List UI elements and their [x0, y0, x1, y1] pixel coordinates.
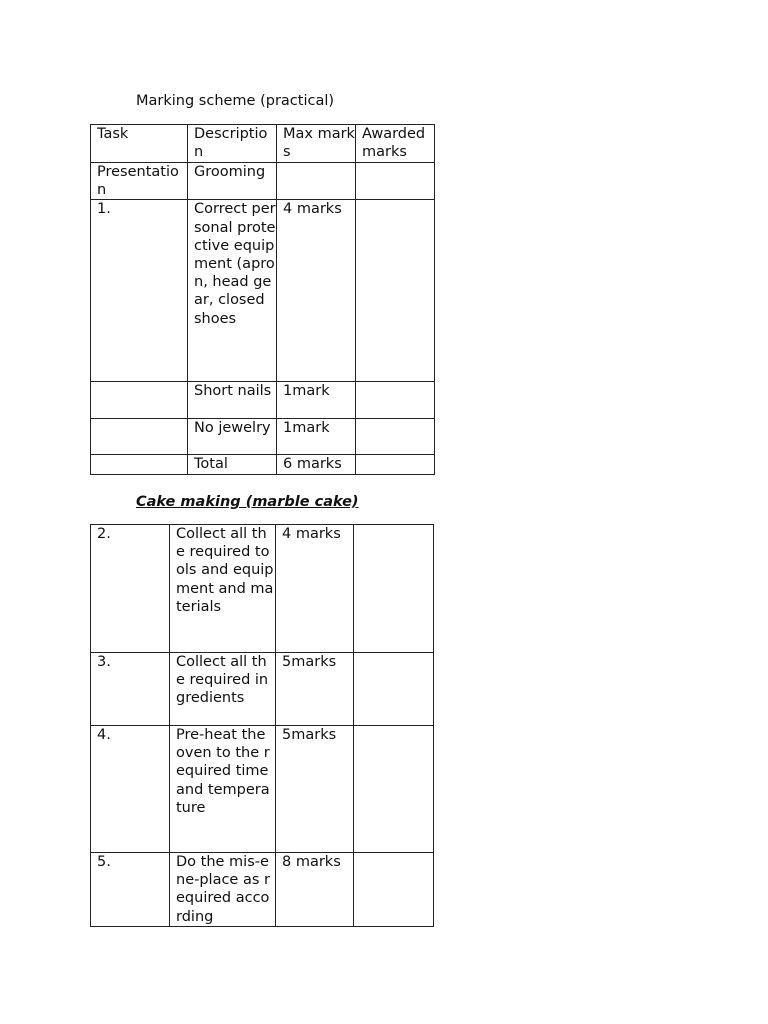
awarded-marks-cell	[356, 455, 435, 474]
marking-scheme-title: Marking scheme (practical)	[136, 93, 335, 109]
task-cell	[91, 382, 188, 419]
description-cell: Short nails	[188, 382, 277, 419]
task-cell: Presentation	[91, 163, 188, 200]
max-marks-cell: 4 marks	[276, 525, 354, 653]
task-cell: 1.	[91, 200, 188, 382]
description-cell: Correct personal protective equipment (apron, head gear, closed shoes	[188, 200, 277, 382]
description-cell: Pre-heat the oven to the required time and temperature	[170, 726, 276, 853]
description-cell: Collect all the required tools and equipment and materials	[170, 525, 276, 653]
cake-making-title: Cake making (marble cake)	[136, 494, 359, 510]
task-cell: 3.	[91, 653, 170, 726]
header-description: Description	[188, 125, 277, 163]
table-row	[91, 200, 435, 382]
task-cell	[91, 419, 188, 455]
header-max-marks: Max marks	[277, 125, 356, 163]
awarded-marks-cell	[356, 200, 435, 382]
total-marks: 6 marks	[277, 455, 356, 474]
table-row	[91, 382, 435, 419]
description-cell: Do the mis-ene-place as required according	[170, 853, 276, 927]
max-marks-cell: 5marks	[276, 726, 354, 853]
max-marks-cell: 4 marks	[277, 200, 356, 382]
header-task: Task	[91, 125, 188, 163]
max-marks-cell: 1mark	[277, 382, 356, 419]
table-row	[91, 653, 434, 726]
table-row	[91, 726, 434, 853]
awarded-marks-cell	[354, 726, 434, 853]
max-marks-cell: 5marks	[276, 653, 354, 726]
awarded-marks-cell	[356, 163, 435, 200]
max-marks-cell: 1mark	[277, 419, 356, 455]
task-cell: 2.	[91, 525, 170, 653]
table-row	[91, 525, 434, 653]
task-cell	[91, 455, 188, 474]
table-header-row	[91, 125, 435, 163]
total-label: Total	[188, 455, 277, 474]
marking-scheme-table	[90, 124, 435, 475]
max-marks-cell: 8 marks	[276, 853, 354, 927]
description-cell: Collect all the required ingredients	[170, 653, 276, 726]
task-cell: 5.	[91, 853, 170, 927]
cake-making-table	[90, 524, 434, 927]
description-cell: Grooming	[188, 163, 277, 200]
header-awarded-marks: Awarded marks	[356, 125, 435, 163]
awarded-marks-cell	[356, 419, 435, 455]
task-cell: 4.	[91, 726, 170, 853]
description-cell: No jewelry	[188, 419, 277, 455]
awarded-marks-cell	[356, 382, 435, 419]
table-row	[91, 853, 434, 927]
awarded-marks-cell	[354, 525, 434, 653]
table-row	[91, 163, 435, 200]
table-row	[91, 419, 435, 455]
awarded-marks-cell	[354, 853, 434, 927]
awarded-marks-cell	[354, 653, 434, 726]
max-marks-cell	[277, 163, 356, 200]
table-row-total	[91, 455, 435, 474]
